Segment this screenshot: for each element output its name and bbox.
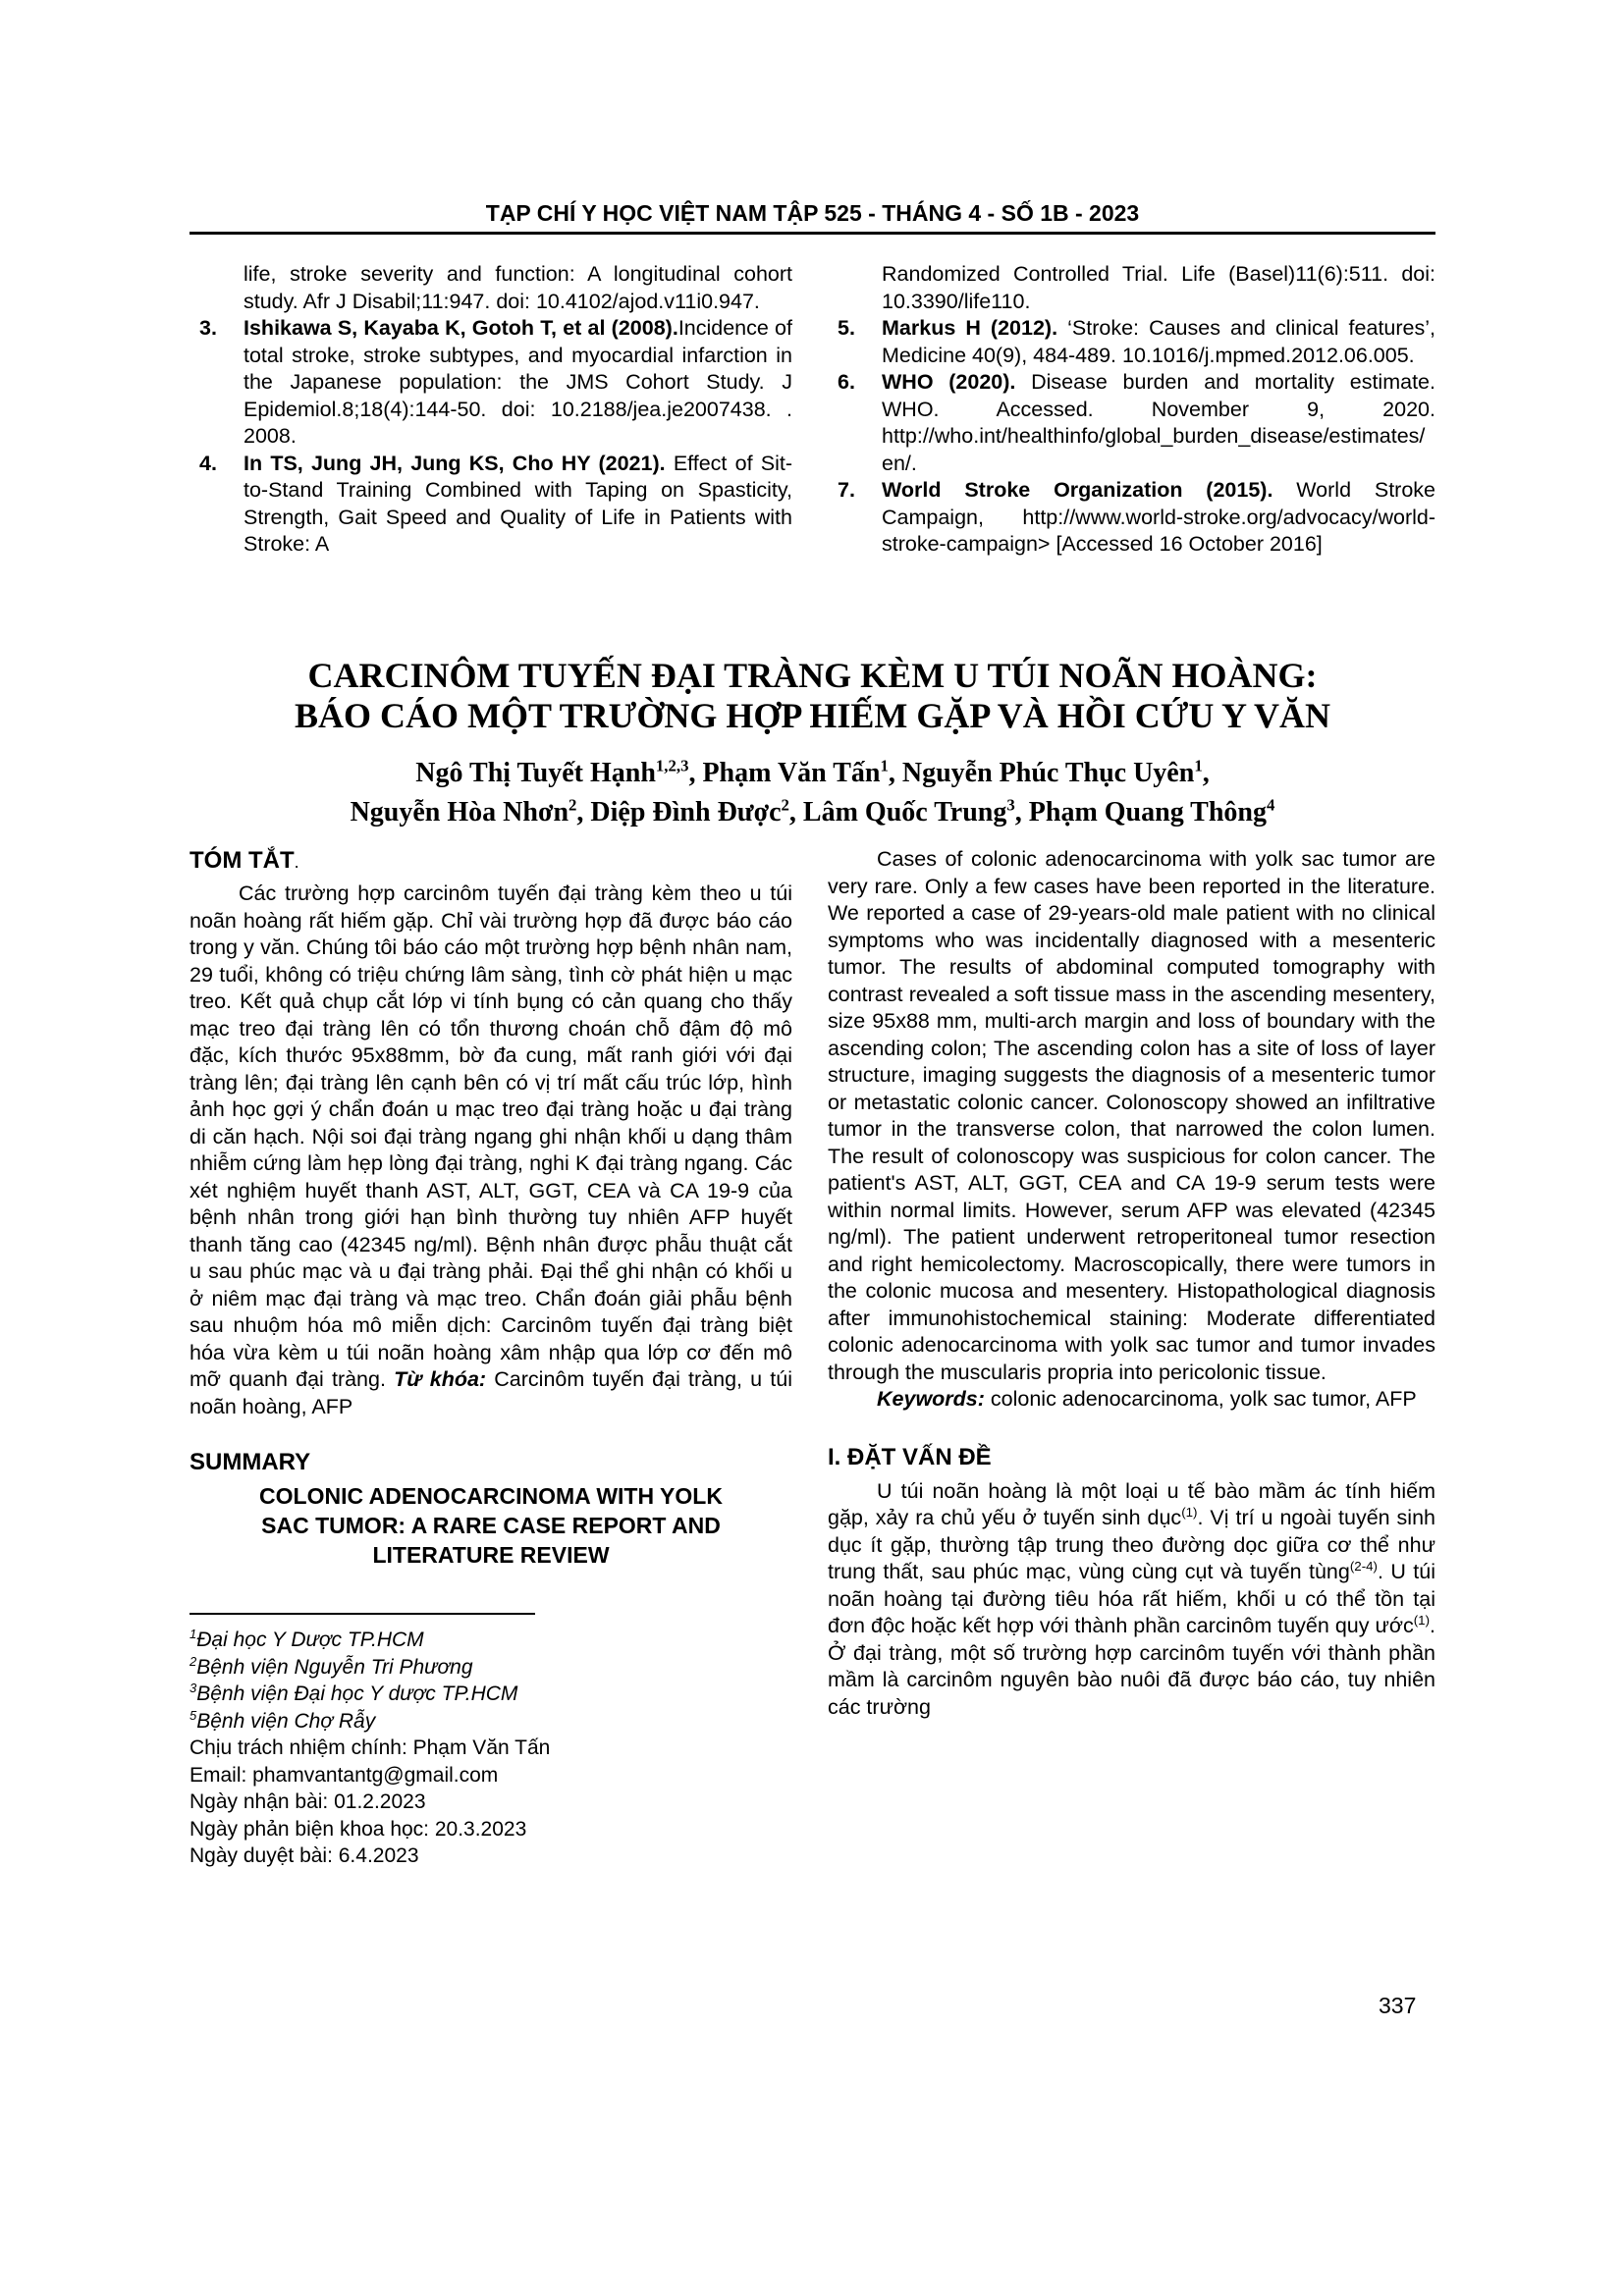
citation-superscript: (1) (1181, 1504, 1198, 1520)
author-superscript: 1,2,3 (655, 756, 689, 775)
article-title-line2: BÁO CÁO MỘT TRƯỜNG HỢP HIẾM GẶP VÀ HỒI CỨU Y VĂN (294, 696, 1331, 735)
contact-line: Ngày nhận bài: 01.2.2023 (189, 1790, 426, 1813)
article-title (189, 656, 1435, 736)
affiliation-line (189, 1627, 792, 1654)
references-column-left (189, 261, 792, 559)
footnotes (189, 1627, 792, 1870)
reference-item (189, 315, 792, 451)
abstract-vietnamese (189, 881, 792, 1420)
author-superscript: 1 (880, 756, 889, 775)
affiliation-superscript: 1 (189, 1627, 197, 1641)
abstract-vietnamese-text: Các trường hợp carcinôm tuyến đại tràng kèm theo u túi noãn hoàng rất hiếm gặp. Chỉ vài trường hợp đã được báo cáo trong y văn. Chúng tôi báo cáo một trường hợp bệnh nhân nam, 29 tuổi, không có triệu chứng lâm sàng, tình cờ phát hiện u mạc treo. Kết quả chụp cắt lớp vi tính bụng có cản quang cho thấy mạc treo đại tràng lên có tổn thương choán chỗ đậm độ mô đặc, kích thước 95x88mm, bờ đa cung, mất ranh giới với đại tràng lên; đại tràng lên cạnh bên có vị trí mất cấu trúc lớp, hình ảnh học gợi ý chẩn đoán u mạc treo đại tràng hoặc u đại tràng di căn hạch. Nội soi đại tràng ngang ghi nhận khối u dạng thâm nhiễm cứng làm hẹp lòng đại tràng, nghi K đại tràng ngang. Các xét nghiệm huyết thanh AST, ALT, GGT, CEA và CA 19-9 của bệnh nhân trong giới hạn bình thường tuy nhiên AFP huyết thanh tăng cao (42345 ng/ml). Bệnh nhân được phẫu thuật cắt u sau phúc mạc và u đại tràng phải. Đại thể ghi nhận có khối u ở niêm mạc đại tràng và mạc treo. Chẩn đoán giải phẫu bệnh sau nhuộm hóa mô miễn dịch: Carcinôm tuyến đại tràng biệt hóa vừa kèm u túi noãn hoàng xâm nhập qua lớp cơ đến mô mỡ quanh đại tràng. (189, 881, 792, 1391)
intro-text: . Ở đại tràng, một số trường hợp carcinôm tuyến với thành phần mầm là carcinôm nguyên bào nuôi đã được báo cáo, tuy nhiên các trường (828, 1614, 1435, 1719)
tom-tat-heading-dot: . (294, 852, 299, 872)
tom-tat-heading-text: TÓM TẮT (189, 847, 295, 874)
author-name: , Phạm Văn Tấn (688, 758, 881, 788)
affiliation-superscript: 3 (189, 1681, 197, 1695)
keywords-label-en: Keywords: (877, 1387, 985, 1411)
author-name: Ngô Thị Tuyết Hạnh (415, 758, 656, 788)
reference-authors: World Stroke Organization (2015). (882, 478, 1297, 502)
reference-number: 6. (838, 370, 855, 394)
author-name: Nguyễn Hòa Nhơn (350, 797, 569, 828)
authors-line1 (189, 754, 1435, 793)
keywords-english (828, 1386, 1435, 1414)
affiliation-superscript: 5 (189, 1707, 197, 1723)
reference-item (828, 315, 1435, 369)
intro-paragraph (828, 1478, 1435, 1722)
affiliation-line (189, 1681, 792, 1708)
reference-number: 7. (838, 478, 855, 502)
author-name: , Diệp Đình Được (576, 797, 782, 828)
body-column-left (189, 846, 792, 1870)
intro-heading: I. ĐẶT VẤN ĐỀ (828, 1443, 992, 1470)
authors-line2 (189, 793, 1435, 832)
reference-text: World Stroke Campaign, http://www.world-stroke.org/advocacy/world-stroke-campaign> [Accessed 16 October 2016] (882, 478, 1435, 556)
contact-info (189, 1735, 792, 1870)
reference-authors: In TS, Jung JH, Jung KS, Cho HY (2021). (244, 451, 674, 475)
summary-english-title: COLONIC ADENOCARCINOMA WITH YOLK SAC TUMOR: A RARE CASE REPORT AND LITERATURE REVIEW (259, 1483, 723, 1568)
abstract-english: Cases of colonic adenocarcinoma with yolk sac tumor are very rare. Only a few cases have been reported in the literature. We reported a case of 29-years-old male patient with no clinical symptoms who was incidentally diagnosed with a mesenteric tumor. The results of abdominal computed tomography with contrast revealed a soft tissue mass in the ascending mesentery, size 95x88 mm, multi-arch margin and loss of boundary with the ascending colon; The ascending colon has a site of loss of layer structure, imaging suggests the diagnosis of a mesenteric tumor or metastatic colonic cancer. Colonoscopy showed an infiltrative tumor in the transverse colon, that narrowed the colon lumen. The result of colonoscopy was suspicious for colon cancer. The patient's AST, ALT, GGT, CEA and CA 19-9 serum tests were within normal limits. However, serum AFP was elevated (42345 ng/ml). The patient underwent retroperitoneal tumor resection and right hemicolectomy. Macroscopically, there were tumors in the colonic mucosa and mesentery. Histopathological diagnosis after immunohistochemical staining: Moderate differentiated colonic adenocarcinoma with yolk sac tumor and tumor invades through the muscularis propria into pericolonic tissue. (828, 847, 1435, 1384)
references-column-right (828, 261, 1435, 559)
citation-superscript: (2-4) (1349, 1558, 1378, 1574)
affiliation-text: Bệnh viện Nguyễn Tri Phương (196, 1655, 473, 1679)
contact-line: Ngày phản biện khoa học: 20.3.2023 (189, 1817, 527, 1841)
affiliations (189, 1627, 792, 1735)
author-superscript: 3 (1006, 795, 1015, 815)
author-superscript: 2 (568, 795, 577, 815)
affiliation-text: Bệnh viện Chợ Rẫy (196, 1709, 376, 1733)
reference-item (828, 261, 1435, 315)
reference-text: Randomized Controlled Trial. Life (Basel)11(6):511. doi: 10.3390/life110. (882, 262, 1435, 313)
reference-number: 5. (838, 316, 855, 340)
author-name: , Nguyễn Phúc Thục Uyên (888, 758, 1195, 788)
affiliation-line (189, 1708, 792, 1735)
intro-text: . U túi noãn hoàng tại đường tiêu hóa rất hiếm, khối u có thể tồn tại đơn độc hoặc kết hợp với thành phần carcinôm tuyến quy ước (828, 1560, 1436, 1637)
keywords-en: colonic adenocarcinoma, yolk sac tumor, AFP (984, 1387, 1417, 1411)
keywords-label-vi: Từ khóa: (385, 1367, 487, 1391)
affiliation-text: Đại học Y Dược TP.HCM (196, 1629, 424, 1651)
header-divider (189, 232, 1435, 235)
reference-text: Effect of Sit-to-Stand Training Combined with Taping on Spasticity, Strength, Gait Speed and Quality of Life in Patients with Stroke: A (244, 451, 793, 556)
affiliation-text: Bệnh viện Đại học Y dược TP.HCM (196, 1682, 518, 1705)
reference-text: Disease burden and mortality estimate. WHO. Accessed. November 9, 2020. http://who.int/healthinfo/global_burden_disease/estimates/en/. (882, 370, 1435, 475)
reference-authors: Markus H (2012). (882, 316, 1068, 340)
reference-item (189, 261, 792, 315)
reference-item (828, 477, 1435, 559)
citation-superscript: (1) (1413, 1612, 1431, 1628)
reference-number: 4. (199, 451, 217, 475)
author-name: , (1202, 758, 1210, 788)
reference-text: ‘Stroke: Causes and clinical features’, Medicine 40(9), 484-489. 10.1016/j.mpmed.2012.06.005. (882, 316, 1435, 367)
page-number: 337 (1379, 1993, 1417, 2018)
reference-text: life, stroke severity and function: A longitudinal cohort study. Afr J Disabil;11:947. doi: 10.4102/ajod.v11i0.947. (244, 262, 792, 313)
article-title-line1: CARCINÔM TUYẾN ĐẠI TRÀNG KÈM U TÚI NOÃN HOÀNG: (307, 656, 1318, 695)
footnote-divider (189, 1613, 535, 1615)
reference-authors: Ishikawa S, Kayaba K, Gotoh T, et al (2008). (244, 316, 678, 340)
author-superscript: 4 (1267, 795, 1275, 815)
intro-text: U túi noãn hoàng là một loại u tế bào mầm ác tính hiếm gặp, xảy ra chủ yếu ở tuyến sinh dục (828, 1478, 1435, 1529)
author-name: , Phạm Quang Thông (1014, 797, 1268, 828)
journal-header: TẠP CHÍ Y HỌC VIỆT NAM TẬP 525 - THÁNG 4 - SỐ 1B - 2023 (485, 200, 1140, 226)
reference-authors: WHO (2020). (882, 370, 1032, 394)
author-superscript: 1 (1194, 756, 1203, 775)
reference-item (828, 369, 1435, 477)
affiliation-line (189, 1654, 792, 1682)
affiliation-superscript: 2 (189, 1653, 197, 1669)
references-section (189, 261, 1435, 559)
summary-heading: SUMMARY (189, 1449, 311, 1475)
contact-line: Ngày duyệt bài: 6.4.2023 (189, 1844, 419, 1867)
intro-text: . Vị trí u ngoài tuyến sinh dục ít gặp, thường tập trung theo đường dọc giữa cơ thể như trung thất, sau phúc mạc, vùng cùng cụt và tuyến tùng (828, 1506, 1436, 1583)
reference-item (189, 451, 792, 559)
body-column-right (828, 846, 1435, 1870)
author-superscript: 2 (781, 795, 789, 815)
author-name: , Lâm Quốc Trung (788, 797, 1007, 828)
article-body (189, 846, 1435, 1870)
contact-line: Chịu trách nhiệm chính: Phạm Văn Tấn (189, 1736, 551, 1759)
keywords-vi: Carcinôm tuyến đại tràng, u túi noãn hoàng, AFP (189, 1367, 792, 1418)
reference-text: Incidence of total stroke, stroke subtypes, and myocardial infarction in the Japanese population: the JMS Cohort Study. J Epidemiol.8;18(4):144-50. doi: 10.2188/jea.je2007438. . 2008. (244, 316, 792, 448)
reference-number: 3. (199, 316, 217, 340)
article-authors (189, 754, 1435, 832)
tom-tat-heading (189, 846, 792, 877)
contact-line: Email: phamvantantg@gmail.com (189, 1763, 499, 1787)
